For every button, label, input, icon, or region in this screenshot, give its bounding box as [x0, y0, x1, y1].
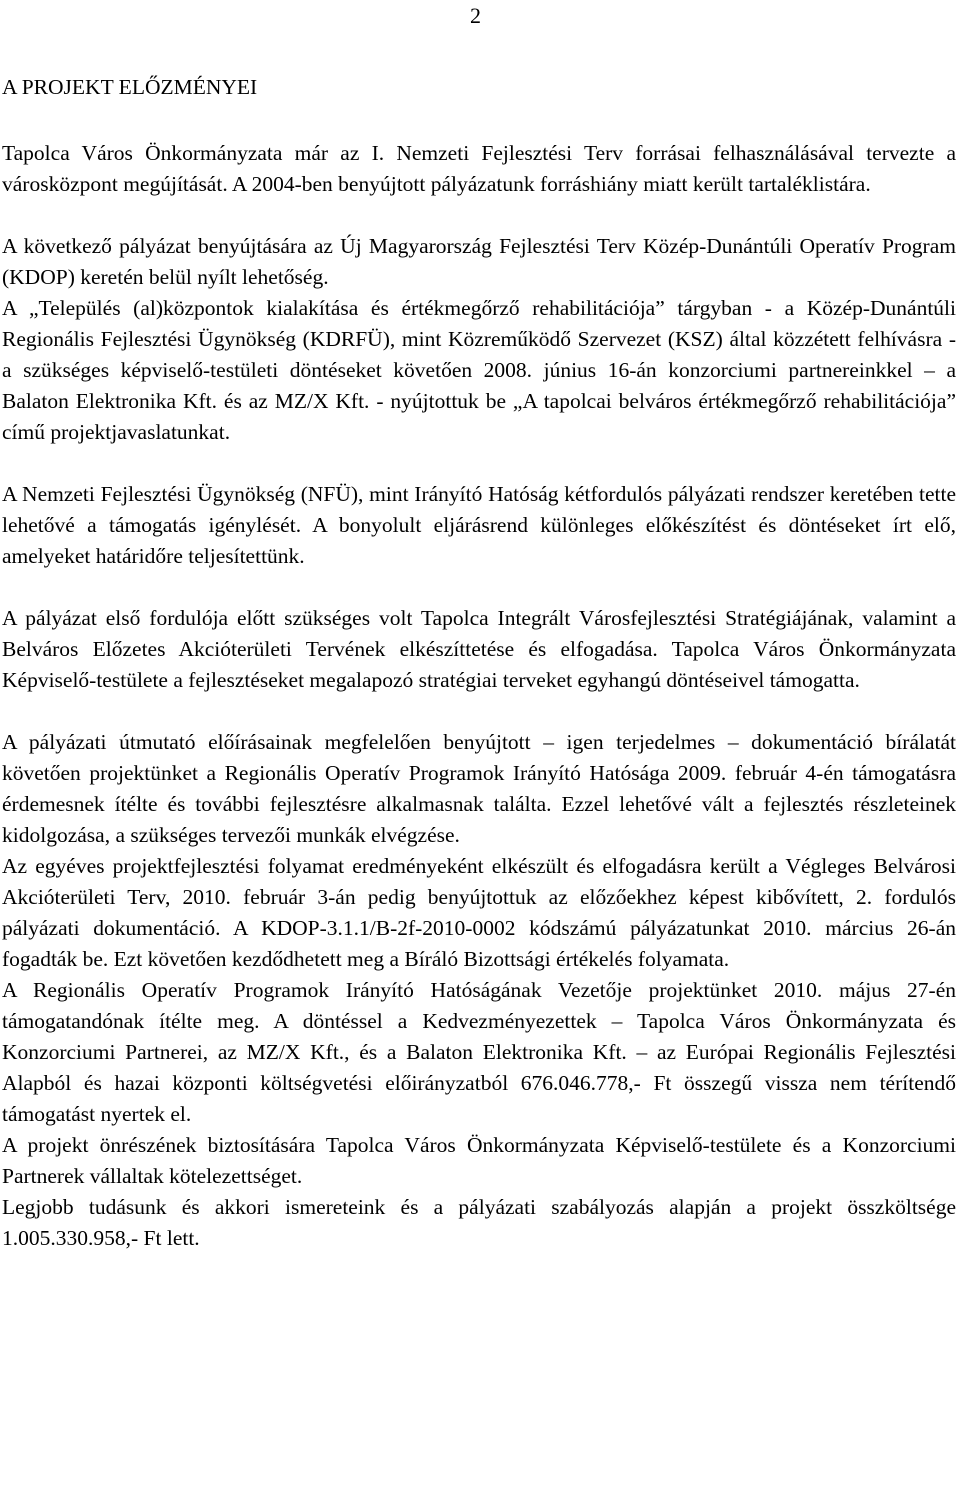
paragraph-previous-attempt: Tapolca Város Önkormányzata már az I. Nemzeti Fejlesztési Terv forrásai felhasználásával tervezte a városközpont megújítását. A 2004-ben benyújtott pályázatunk forráshiány miatt került tartaléklistára. [2, 141, 956, 196]
paragraph-first-round: A pályázat első fordulója előtt szükséges volt Tapolca Integrált Városfejlesztési Stratégiájának, valamint a Belváros Előzetes Akcióterületi Tervének elkészíttetése és elfogadása. Tapolca Város Önkormányzata Képviselő-testülete a fejlesztéseket megalapozó stratégiai terveket egyhangú döntéseivel támogatta. [2, 606, 956, 692]
document-body [2, 72, 956, 1254]
page-number: 2 [470, 3, 481, 28]
paragraph-kdop-opportunity: A következő pályázat benyújtására az Új Magyarország Fejlesztési Terv Közép-Dunántúli Operatív Program (KDOP) keretén belül nyílt lehetőség. [2, 234, 956, 289]
paragraph-own-contribution: A projekt önrészének biztosítására Tapolca Város Önkormányzata Képviselő-testülete és a Konzorciumi Partnerek vállaltak kötelezettséget. [2, 1133, 956, 1188]
paragraph-total-cost: Legjobb tudásunk és akkori ismereteink és a pályázati szabályozás alapján a projekt összköltsége 1.005.330.958,- Ft lett. [2, 1195, 956, 1250]
paragraph-nfu-procedure: A Nemzeti Fejlesztési Ügynökség (NFÜ), mint Irányító Hatóság kétfordulós pályázati rendszer keretében tette lehetővé a támogatás igénylését. A bonyolult eljárásrend különleges előkészítést és döntéseket írt elő, amelyeket határidőre teljesítettünk. [2, 482, 956, 568]
paragraph-grant-award: A Regionális Operatív Programok Irányító Hatóságának Vezetője projektünket 2010. május 27-én támogatandónak ítélte meg. A döntéssel a Kedvezményezettek – Tapolca Város Önkormányzata és Konzorciumi Partnerei, az MZ/X Kft., és a Balaton Elektronika Kft. – az Európai Regionális Fejlesztési Alapból és hazai központi költségvetési előirányzatból 676.046.778,- Ft összegű vissza nem térítendő támogatást nyertek el. [2, 978, 956, 1126]
paragraph-submission: A „Település (al)központok kialakítása és értékmegőrző rehabilitációja” tárgyban - a Közép-Dunántúli Regionális Fejlesztési Ügynökség (KDRFÜ), mint Közreműködő Szervezet (KSZ) által közzétett felhívásra - a szükséges képviselő-testületi döntéseket követően 2008. június 16-án konzorciumi partnereinkkel – a Balaton Elektronika Kft. és az MZ/X Kft. - nyújtottuk be „A tapolcai belváros értékmegőrző rehabilitációja” című projektjavaslatunkat. [2, 296, 956, 444]
paragraph-evaluation: A pályázati útmutató előírásainak megfelelően benyújtott – igen terjedelmes – dokumentáció bírálatát követően projektünket a Regionális Operatív Programok Irányító Hatósága 2009. február 4-én támogatásra érdemesnek ítélte és további fejlesztésre alkalmasnak találta. Ezzel lehetővé vált a fejlesztés részleteinek kidolgozása, a szükséges tervezői munkák elvégzése. [2, 730, 956, 847]
section-heading: A PROJEKT ELŐZMÉNYEI [2, 75, 258, 99]
paragraph-second-round: Az egyéves projektfejlesztési folyamat eredményeként elkészült és elfogadásra került a Végleges Belvárosi Akcióterületi Terv, 2010. február 3-án pedig benyújtottuk az előzőekhez képest kibővített, 2. fordulós pályázati dokumentáció. A KDOP-3.1.1/B-2f-2010-0002 kódszámú pályázatunkat 2010. március 26-án fogadták be. Ezt követően kezdődhetett meg a Bíráló Bizottsági értékelés folyamata. [2, 854, 956, 971]
